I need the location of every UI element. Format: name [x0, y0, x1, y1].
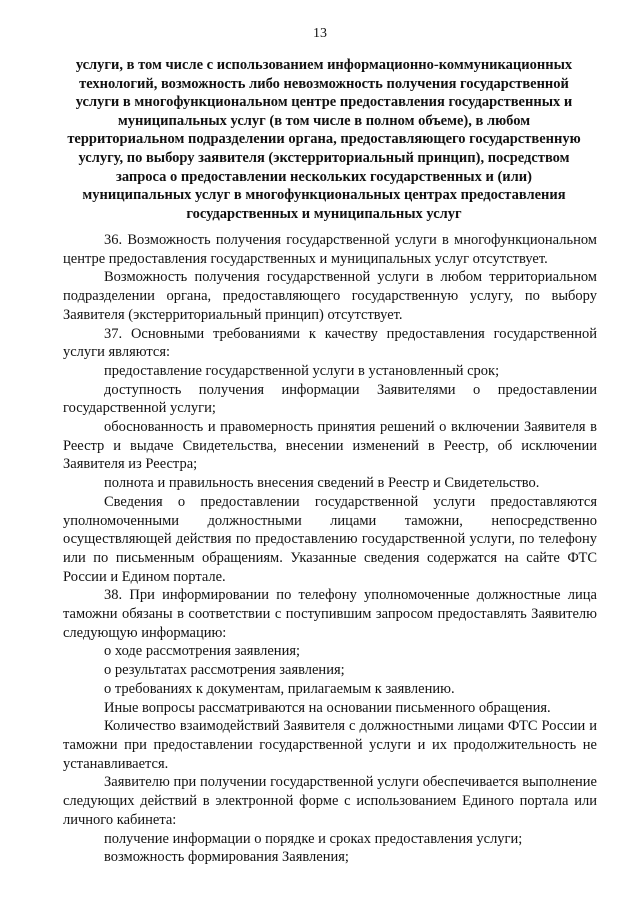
paragraph-37-quality: 37. Основными требованиями к качеству предоставления государственной услуги являются:: [63, 325, 597, 361]
paragraph-38-phone: 38. При информировании по телефону уполномоченные должностные лица таможни обязаны в соответствии с поступившим запросом предоставлять Заявителю следующую информацию:: [63, 587, 597, 641]
list-item-validity: обоснованность и правомерность принятия решений о включении Заявителя в Реестр и выдаче Свидетельства, внесении изменений в Реестр, об исключении Заявителя из Реестра;: [63, 419, 597, 473]
paragraph-interactions: Количество взаимодействий Заявителя с должностными лицами ФТС России и таможни при предоставлении государственной услуги и их продолжительность не устанавливается.: [63, 718, 597, 772]
list-item-completeness: полнота и правильность внесения сведений в Реестр и Свидетельство.: [104, 475, 540, 492]
paragraph-electronic: Заявителю при получении государственной услуги обеспечивается выполнение следующих действий в электронной форме с использованием Единого портала или личного кабинета:: [63, 774, 597, 828]
body-text: [63, 231, 597, 867]
paragraph-other-questions: Иные вопросы рассматриваются на основании письменного обращения.: [104, 699, 551, 716]
paragraph-info-sources: Сведения о предоставлении государственной услуги предоставляются уполномоченными должностными лицами таможни, непосредственно осуществляющей действия по предоставлению государственной услуги, по телефону или по письменным обращениям. Указанные сведения содержатся на сайте ФТС России и Едином портале.: [63, 493, 597, 585]
paragraph-extraterritorial: Возможность получения государственной услуги в любом территориальном подразделении органа, предоставляющего государственную услугу, по выбору Заявителя (экстерриториальный принцип) отсутствует.: [63, 269, 597, 323]
list-item-form-application: возможность формирования Заявления;: [104, 849, 349, 866]
paragraph-36-mfc: 36. Возможность получения государственной услуги в многофункциональном центре предоставления государственных и муниципальных услуг отсутствует.: [63, 232, 597, 267]
list-item-results: о результатах рассмотрения заявления;: [104, 662, 345, 679]
list-item-requirements: о требованиях к документам, прилагаемым к заявлению.: [104, 680, 455, 697]
page-number: 13: [313, 26, 327, 41]
list-item-info-order: получение информации о порядке и сроках предоставления услуги;: [104, 830, 523, 847]
list-item-accessibility: доступность получения информации Заявителями о предоставлении государственной услуги;: [63, 381, 597, 417]
list-item-progress: о ходе рассмотрения заявления;: [104, 643, 301, 660]
section-heading: услуги, в том числе с использованием информационно-коммуникационных технологий, возможность либо невозможность получения государственной услуги в многофункциональном центре предоставления государственных и муниципальных услуг (в том числе в полном объеме), в любом территориальном подразделении органа, предоставляющего государственную услугу, по выбору заявителя (экстерриториальный принцип), посредством запроса о предоставлении нескольких государственных и (или) муниципальных услуг в многофункциональных центрах предоставления государственных и муниципальных услуг: [67, 57, 581, 222]
list-item-deadline: предоставление государственной услуги в установленный срок;: [104, 362, 500, 379]
